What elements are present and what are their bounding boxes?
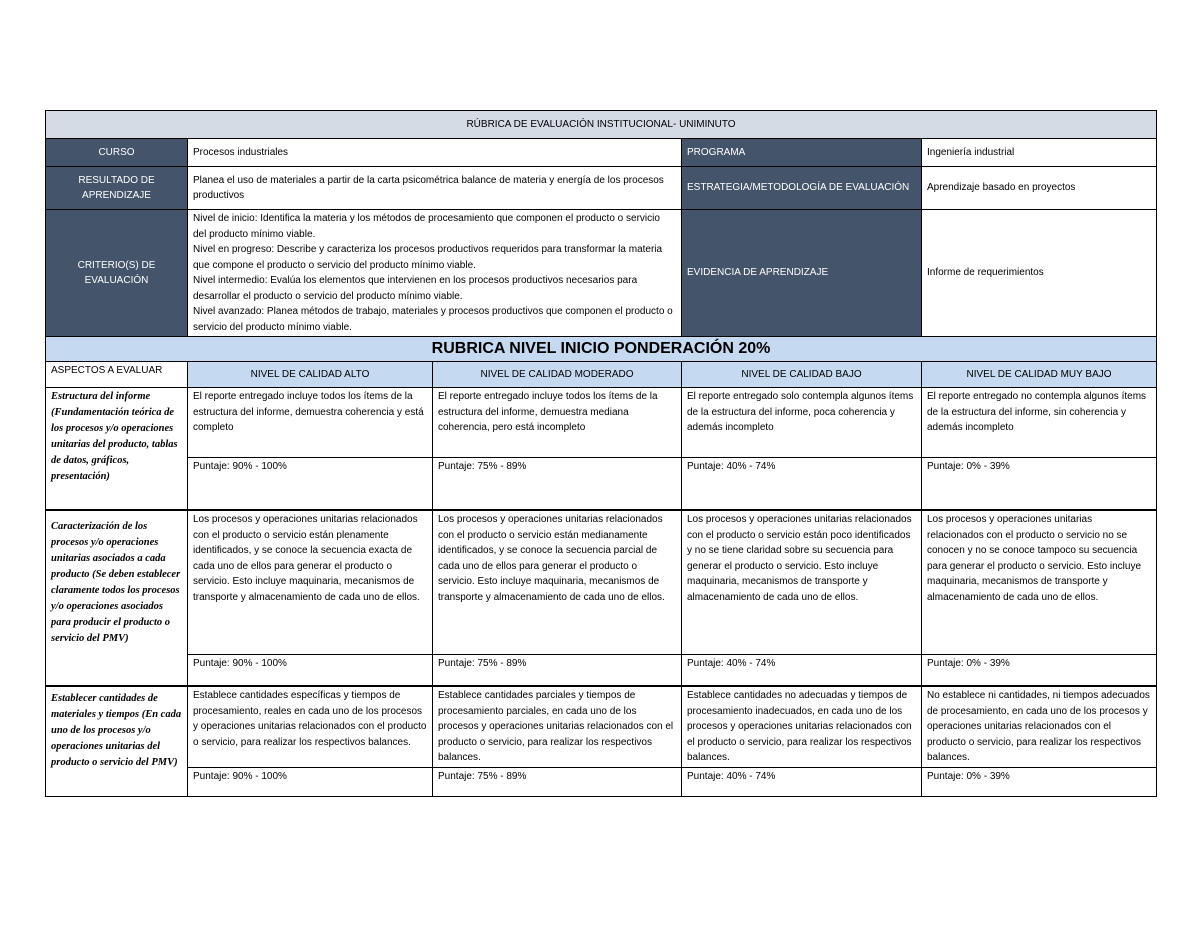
nivel-alto-header: NIVEL DE CALIDAD ALTO: [188, 362, 433, 388]
descriptor-moderado: El reporte entregado incluye todos los ítems de la estructura del informe, demuestra mediana coherencia, pero está incompleto: [433, 388, 682, 458]
estrategia-value: Aprendizaje basado en proyectos: [922, 167, 1157, 210]
aspect-name: Establecer cantidades de materiales y tiempos (En cada uno de los procesos y/o operaciones unitarias del producto o servicio del PMV): [46, 686, 188, 797]
descriptor-muy-bajo: El reporte entregado no contempla algunos ítems de la estructura del informe, sin coherencia y además incompleto: [922, 388, 1157, 458]
score-moderado: Puntaje: 75% - 89%: [433, 655, 682, 687]
score-muy-bajo: Puntaje: 0% - 39%: [922, 768, 1157, 797]
estrategia-label: ESTRATEGIA/METODOLOGÍA DE EVALUACIÓN: [682, 167, 922, 210]
section-title: RUBRICA NIVEL INICIO PONDERACIÓN 20%: [46, 337, 1157, 362]
curso-label: CURSO: [46, 139, 188, 167]
nivel-moderado-header: NIVEL DE CALIDAD MODERADO: [433, 362, 682, 388]
score-moderado: Puntaje: 75% - 89%: [433, 458, 682, 511]
table-row: [46, 388, 1157, 458]
score-bajo: Puntaje: 40% - 74%: [682, 655, 922, 687]
descriptor-moderado: Establece cantidades parciales y tiempos de procesamiento parciales, en cada uno de los procesos y operaciones unitarias relacionados con el producto o servicio, para realizar los respectivos balances.: [433, 686, 682, 768]
table-row: [46, 686, 1157, 768]
programa-value: Ingeniería industrial: [922, 139, 1157, 167]
table-row: [46, 510, 1157, 655]
aspectos-header: ASPECTOS A EVALUAR: [46, 362, 188, 388]
nivel-muy-bajo-header: NIVEL DE CALIDAD MUY BAJO: [922, 362, 1157, 388]
descriptor-muy-bajo: Los procesos y operaciones unitarias relacionados con el producto o servicio no se conocen y no se conoce tampoco su secuencia para generar el producto o servicio. Esto incluye maquinaria, mecanismos de transporte y almacenamiento de cada uno de ellos.: [922, 510, 1157, 655]
score-alto: Puntaje: 90% - 100%: [188, 768, 433, 797]
score-muy-bajo: Puntaje: 0% - 39%: [922, 655, 1157, 687]
evidencia-label: EVIDENCIA DE APRENDIZAJE: [682, 210, 922, 337]
descriptor-moderado: Los procesos y operaciones unitarias relacionados con el producto o servicio están medianamente identificados, y se conoce la secuencia parcial de cada uno de ellos para generar el producto o servicio. Esto incluye maquinaria, mecanismos de transporte y almacenamiento de cada uno de ellos.: [433, 510, 682, 655]
score-moderado: Puntaje: 75% - 89%: [433, 768, 682, 797]
score-bajo: Puntaje: 40% - 74%: [682, 768, 922, 797]
criterio-inicio: Nivel de inicio: Identifica la materia y los métodos de procesamiento que componen el producto o servicio del producto mínimo viable.: [193, 213, 660, 240]
score-alto: Puntaje: 90% - 100%: [188, 458, 433, 511]
descriptor-bajo: Establece cantidades no adecuadas y tiempos de procesamiento inadecuados, en cada uno de los procesos y operaciones unitarias relacionados con el producto o servicio, para realizar los respectivos balances.: [682, 686, 922, 768]
table-row: [46, 768, 1157, 797]
descriptor-alto: Establece cantidades específicas y tiempos de procesamiento, reales en cada uno de los procesos y operaciones unitarias relacionados con el producto o servicio, para realizar los respectivos balances.: [188, 686, 433, 768]
descriptor-muy-bajo: No establece ni cantidades, ni tiempos adecuados de procesamiento, en cada uno de los procesos y operaciones unitarias relacionados con el producto o servicio, para realizar los respectivos balances.: [922, 686, 1157, 768]
programa-label: PROGRAMA: [682, 139, 922, 167]
resultado-label: RESULTADO DE APRENDIZAJE: [46, 167, 188, 210]
criterios-list: [188, 210, 682, 337]
resultado-value: Planea el uso de materiales a partir de la carta psicométrica balance de materia y energía de los procesos productivos: [188, 167, 682, 210]
criterio-avanzado: Nivel avanzado: Planea métodos de trabajo, materiales y procesos productivos que componen el producto o servicio del producto mínimo viable.: [193, 306, 673, 333]
descriptor-alto: El reporte entregado incluye todos los ítems de la estructura del informe, demuestra coherencia y está completo: [188, 388, 433, 458]
criterios-label: CRITERIO(S) DE EVALUACIÓN: [46, 210, 188, 337]
aspect-name: Caracterización de los procesos y/o operaciones unitarias asociados a cada producto (Se deben establecer claramente todos los procesos y/o operaciones asociados para producir el producto o servicio del PMV): [46, 510, 188, 686]
table-row: [46, 458, 1157, 511]
score-bajo: Puntaje: 40% - 74%: [682, 458, 922, 511]
curso-value: Procesos industriales: [188, 139, 682, 167]
descriptor-bajo: El reporte entregado solo contempla algunos ítems de la estructura del informe, poca coherencia y además incompleto: [682, 388, 922, 458]
descriptor-alto: Los procesos y operaciones unitarias relacionados con el producto o servicio están plenamente identificados, y se conoce la secuencia exacta de cada uno de ellos para generar el producto o servicio. Esto incluye maquinaria, mecanismos de transporte y almacenamiento de cada uno de ellos.: [188, 510, 433, 655]
table-row: [46, 655, 1157, 687]
rubric-table: [45, 110, 1157, 797]
evidencia-value: Informe de requerimientos: [922, 210, 1157, 337]
aspect-name: Estructura del informe (Fundamentación teórica de los procesos y/o operaciones unitarias del producto, tablas de datos, gráficos, presentación): [46, 388, 188, 511]
score-muy-bajo: Puntaje: 0% - 39%: [922, 458, 1157, 511]
nivel-bajo-header: NIVEL DE CALIDAD BAJO: [682, 362, 922, 388]
rubric-title: RÚBRICA DE EVALUACIÓN INSTITUCIONAL- UNIMINUTO: [46, 111, 1157, 139]
score-alto: Puntaje: 90% - 100%: [188, 655, 433, 687]
criterio-progreso: Nivel en progreso: Describe y caracteriza los procesos productivos requeridos para transformar la materia que compone el producto o servicio del producto mínimo viable.: [193, 244, 663, 271]
descriptor-bajo: Los procesos y operaciones unitarias relacionados con el producto o servicio están poco identificados y no se tiene claridad sobre su secuencia para generar el producto o servicio. Esto incluye maquinaria, mecanismos de transporte y almacenamiento de cada uno de ellos.: [682, 510, 922, 655]
criterio-intermedio: Nivel intermedio: Evalúa los elementos que intervienen en los procesos productivos necesarios para desarrollar el producto o servicio del producto mínimo viable.: [193, 275, 638, 302]
